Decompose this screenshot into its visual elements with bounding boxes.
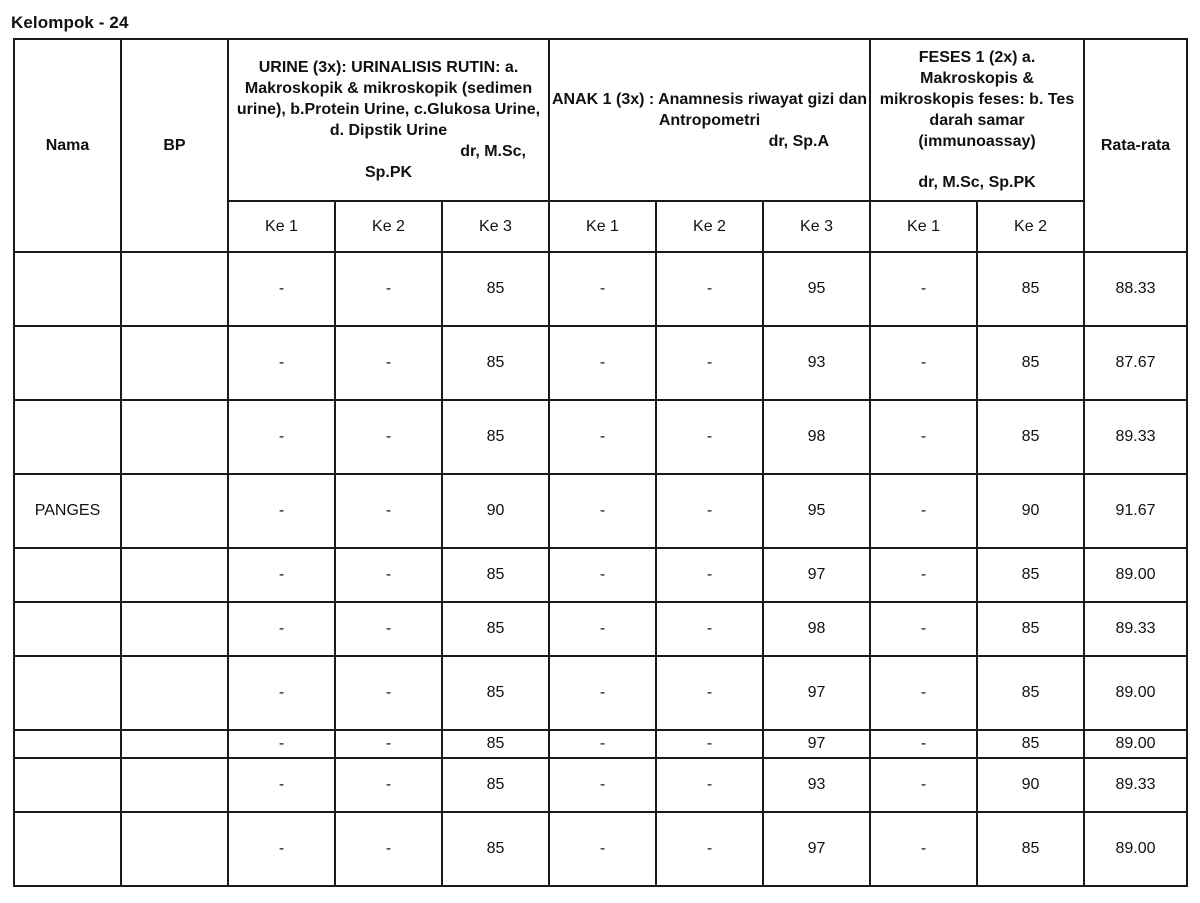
cell-score: 97 [763,548,870,602]
cell-score: 85 [442,548,549,602]
cell-nama [14,548,121,602]
cell-score: - [870,474,977,548]
cell-average: 89.00 [1084,812,1187,886]
cell-score: 90 [442,474,549,548]
cell-score: - [656,400,763,474]
cell-bp [121,758,228,812]
cell-score: 85 [442,400,549,474]
cell-score: - [228,326,335,400]
cell-score: - [870,252,977,326]
table-row [14,474,1187,548]
attempt-header: Ke 2 [656,201,763,252]
cell-score: - [549,656,656,730]
cell-score: - [228,602,335,656]
cell-score: - [228,548,335,602]
cell-score: - [656,758,763,812]
group-title: Kelompok - 24 [11,13,129,32]
cell-average: 87.67 [1084,326,1187,400]
scores-table [13,38,1188,887]
cell-score: 97 [763,656,870,730]
cell-score: 90 [977,474,1084,548]
cell-nama [14,730,121,758]
cell-score: - [549,326,656,400]
cell-nama [14,812,121,886]
cell-bp [121,812,228,886]
cell-score: 85 [442,730,549,758]
subject-header-urine [228,39,549,201]
cell-score: 85 [442,326,549,400]
subject-feses-name: FESES 1 (2x) a. Makroskopis & mikroskopis feses: b. Tes darah samar (immunoassay) [879,49,1075,150]
cell-score: - [870,326,977,400]
cell-score: - [335,400,442,474]
cell-score: - [228,474,335,548]
scores-body [14,252,1187,886]
cell-bp [121,400,228,474]
cell-score: - [335,326,442,400]
cell-score: - [870,656,977,730]
cell-score: - [656,656,763,730]
cell-score: 85 [442,252,549,326]
cell-score: 93 [763,758,870,812]
cell-bp [121,602,228,656]
attempt-header: Ke 3 [763,201,870,252]
cell-average: 89.33 [1084,758,1187,812]
cell-score: 85 [977,326,1084,400]
table-row [14,548,1187,602]
cell-score: - [549,252,656,326]
cell-score: 98 [763,602,870,656]
cell-bp [121,326,228,400]
cell-score: 85 [977,656,1084,730]
cell-score: - [228,812,335,886]
cell-score: - [870,400,977,474]
cell-score: - [335,730,442,758]
cell-score: 90 [977,758,1084,812]
cell-score: - [656,602,763,656]
cell-score: - [656,474,763,548]
attempt-header: Ke 1 [870,201,977,252]
cell-score: 95 [763,252,870,326]
cell-score: 85 [442,656,549,730]
subject-urine-doctor: dr, M.Sc, [460,143,526,160]
cell-score: 85 [442,758,549,812]
attempt-header: Ke 1 [549,201,656,252]
cell-nama [14,400,121,474]
cell-score: 85 [977,602,1084,656]
cell-score: - [335,602,442,656]
cell-score: - [228,758,335,812]
subject-anak-name: ANAK 1 (3x) : Anamnesis riwayat gizi dan Antropometri [551,90,868,129]
cell-score: 95 [763,474,870,548]
cell-score: - [870,548,977,602]
cell-average: 89.00 [1084,656,1187,730]
cell-score: - [549,730,656,758]
cell-average: 89.00 [1084,548,1187,602]
cell-average: 88.33 [1084,252,1187,326]
attempt-header: Ke 2 [977,201,1084,252]
subject-anak-doctor: dr, Sp.A [768,132,830,150]
cell-nama [14,602,121,656]
cell-score: - [656,730,763,758]
cell-score: - [335,812,442,886]
cell-score: - [656,812,763,886]
attempt-header: Ke 1 [228,201,335,252]
cell-score: - [335,758,442,812]
cell-nama [14,656,121,730]
cell-score: - [228,656,335,730]
cell-score: - [870,812,977,886]
subject-header-feses [870,39,1084,201]
cell-score: 98 [763,400,870,474]
cell-bp [121,548,228,602]
cell-score: - [549,602,656,656]
table-row [14,730,1187,758]
cell-bp [121,730,228,758]
cell-score: - [870,730,977,758]
cell-bp [121,252,228,326]
cell-score: 85 [977,812,1084,886]
column-header-average: Rata-rata [1084,39,1187,252]
table-row [14,812,1187,886]
cell-bp [121,656,228,730]
cell-score: - [549,400,656,474]
cell-nama [14,252,121,326]
cell-average: 89.33 [1084,602,1187,656]
cell-nama: PANGES [14,474,121,548]
cell-score: - [335,474,442,548]
table-row [14,400,1187,474]
column-header-bp: BP [121,39,228,252]
cell-bp [121,474,228,548]
cell-score: 85 [977,252,1084,326]
cell-score: - [335,252,442,326]
cell-score: - [870,602,977,656]
cell-score: 85 [442,812,549,886]
table-row [14,602,1187,656]
cell-score: 85 [442,602,549,656]
subject-urine-name: URINE (3x): URINALISIS RUTIN: a. Makroskopik & mikroskopik (sedimen urine), b.Protein Urine, c.Glukosa Urine, d. Dipstik Urine [236,59,541,139]
table-row [14,252,1187,326]
cell-score: - [549,548,656,602]
subject-header-anak [549,39,870,201]
cell-score: 85 [977,400,1084,474]
cell-score: 97 [763,812,870,886]
cell-score: - [335,656,442,730]
cell-score: 97 [763,730,870,758]
cell-score: - [656,326,763,400]
subject-urine-doctor-specialty: Sp.PK [364,164,413,181]
cell-score: - [549,812,656,886]
cell-score: - [549,474,656,548]
cell-nama [14,326,121,400]
cell-score: - [549,758,656,812]
cell-average: 89.00 [1084,730,1187,758]
cell-score: - [870,758,977,812]
cell-score: 93 [763,326,870,400]
subject-feses-doctor: dr, M.Sc, Sp.PK [918,174,1036,191]
attempt-header: Ke 3 [442,201,549,252]
cell-average: 89.33 [1084,400,1187,474]
cell-score: - [228,730,335,758]
table-row [14,656,1187,730]
cell-score: - [335,548,442,602]
cell-score: - [656,548,763,602]
table-row [14,758,1187,812]
cell-score: 85 [977,730,1084,758]
attempt-header: Ke 2 [335,201,442,252]
cell-score: 85 [977,548,1084,602]
cell-nama [14,758,121,812]
cell-score: - [228,400,335,474]
header-row-subjects [14,39,1187,201]
table-row [14,326,1187,400]
cell-average: 91.67 [1084,474,1187,548]
cell-score: - [228,252,335,326]
cell-score: - [656,252,763,326]
column-header-nama: Nama [14,39,121,252]
